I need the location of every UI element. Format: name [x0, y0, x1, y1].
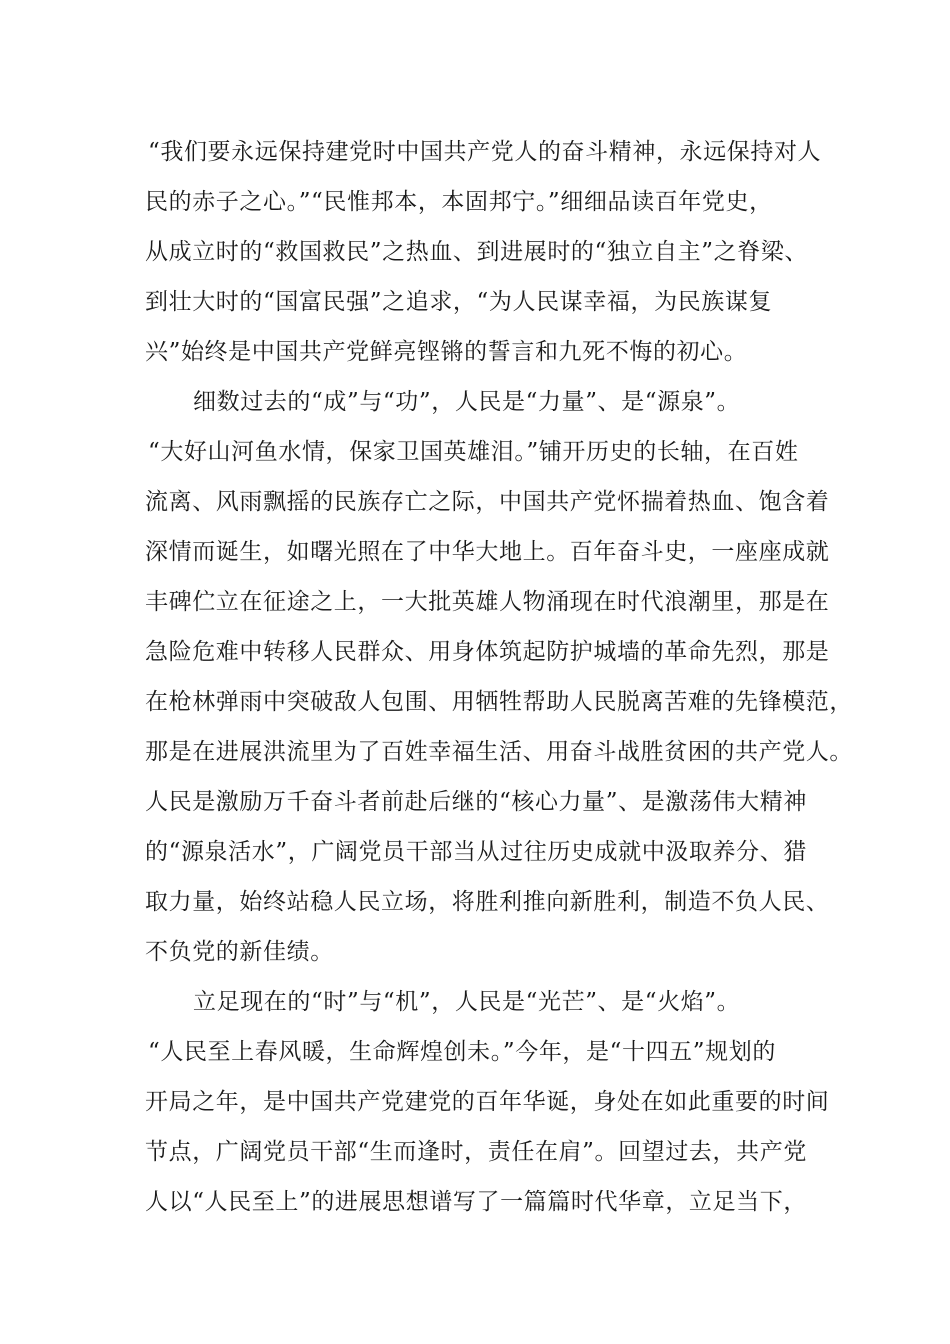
text-line: 深情而诞生，如曙光照在了中华大地上。百年奋斗史，一座座成就 [145, 539, 830, 565]
text-line: 那是在进展洪流里为了百姓幸福生活、用奋斗战胜贫困的共产党人。 [145, 739, 853, 765]
text-line: 节点，广阔党员干部“生而逢时，责任在肩”。回望过去，共产党 [145, 1139, 807, 1165]
text-line: 流离、风雨飘摇的民族存亡之际，中国共产党怀揣着热血、饱含着 [145, 489, 830, 515]
text-line: “我们要永远保持建党时中国共产党人的奋斗精神，永远保持对人 [148, 139, 822, 165]
text-line: 立足现在的“时”与“机”，人民是“光芒”、是“火焰”。 [193, 989, 741, 1015]
text-line: 丰碑伫立在征途之上，一大批英雄人物涌现在时代浪潮里，那是在 [145, 589, 830, 615]
text-line: 在枪林弹雨中突破敌人包围、用牺牲帮助人民脱离苦难的先锋模范， [145, 689, 853, 715]
text-line: 从成立时的“救国救民”之热血、到进展时的“独立自主”之脊梁、 [145, 239, 809, 265]
text-line: 开局之年，是中国共产党建党的百年华诞，身处在如此重要的时间 [145, 1089, 830, 1115]
text-line: 急险危难中转移人民群众、用身体筑起防护城墙的革命先烈，那是 [145, 639, 830, 665]
text-line: 不负党的新佳绩。 [145, 939, 334, 965]
text-line: 的“源泉活水”，广阔党员干部当从过往历史成就中汲取养分、猎 [145, 839, 807, 865]
text-line: 民的赤子之心。”“民惟邦本，本固邦宁。”细细品读百年党史， [145, 189, 773, 215]
text-line: 到壮大时的“国富民强”之追求，“为人民谋幸福，为民族谋复 [145, 289, 773, 315]
text-line: 取力量，始终站稳人民立场，将胜利推向新胜利，制造不负人民、 [145, 889, 830, 915]
text-line: 细数过去的“成”与“功”，人民是“力量”、是“源泉”。 [193, 389, 741, 415]
text-line: 人以“人民至上”的进展思想谱写了一篇篇时代华章，立足当下， [145, 1189, 807, 1215]
text-line: 兴”始终是中国共产党鲜亮铿锵的誓言和九死不悔的初心。 [145, 339, 748, 365]
text-line: “大好山河鱼水情，保家卫国英雄泪。”铺开历史的长轴，在百姓 [148, 439, 799, 465]
text-line: “人民至上春风暖，生命辉煌创未。”今年，是“十四五”规划的 [148, 1039, 776, 1065]
text-line: 人民是激励万千奋斗者前赴后继的“核心力量”、是激荡伟大精神 [145, 789, 807, 815]
